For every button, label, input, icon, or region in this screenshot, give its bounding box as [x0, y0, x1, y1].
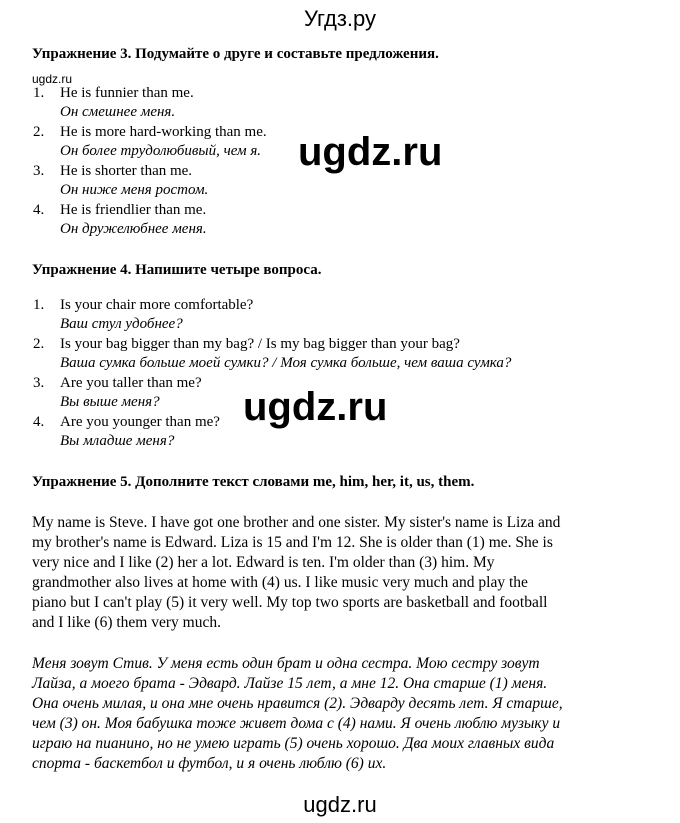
watermark-1: ugdz.ru [298, 130, 443, 174]
ex5-translation-line-6: спорта - баскетбол и футбол, и я очень люблю (6) их. [32, 755, 387, 772]
ex5-translation-line-3: Она очень милая, и она мне очень нравится (2). Эдварду десять лет. Я старше, [32, 695, 563, 712]
ex5-text-line-2: my brother's name is Edward. Liza is 15 and I'm 12. She is older than (1) me. She is [32, 534, 553, 551]
ex5-translation-line-4: чем (3) он. Моя бабушка тоже живет дома с (4) нами. Я очень люблю музыку и [32, 715, 561, 732]
ex5-translation-line-1: Меня зовут Стив. У меня есть один брат и одна сестра. Мою сестру зовут [32, 655, 540, 672]
ex4-item-3-number: 3. [33, 375, 45, 391]
ex5-text-line-6: and I like (6) them very much. [32, 614, 221, 631]
exercise-4-title: Упражнение 4. Напишите четыре вопроса. [32, 262, 322, 278]
ex5-text-line-3: very nice and I like (2) her a lot. Edward is ten. I'm older than (3) him. My [32, 554, 495, 571]
ex3-item-4-russian: Он дружелюбнее меня. [60, 221, 207, 237]
ex3-item-3-russian: Он ниже меня ростом. [60, 182, 209, 198]
ex4-item-2-russian: Ваша сумка больше моей сумки? / Моя сумка больше, чем ваша сумка? [60, 355, 512, 371]
ex3-item-4-english: He is friendlier than me. [60, 202, 207, 218]
ex3-item-2-number: 2. [33, 124, 45, 140]
ex4-item-1-number: 1. [33, 297, 45, 313]
exercise-3-title: Упражнение 3. Подумайте о друге и составьте предложения. [32, 46, 439, 62]
ex3-item-2-russian: Он более трудолюбивый, чем я. [60, 143, 262, 159]
watermark-2: ugdz.ru [243, 385, 388, 429]
ex4-item-2-number: 2. [33, 336, 45, 352]
ex5-translation-line-2: Лайза, а моего брата - Эдвард. Лайзе 15 лет, а мне 12. Она старше (1) меня. [32, 675, 548, 692]
ex4-item-3-russian: Вы выше меня? [60, 394, 160, 410]
small-watermark: ugdz.ru [32, 72, 73, 86]
ex3-item-1-russian: Он смешнее меня. [60, 104, 176, 120]
ex3-item-1-english: He is funnier than me. [60, 85, 194, 101]
ex5-text-line-1: My name is Steve. I have got one brother and one sister. My sister's name is Liza and [32, 514, 561, 531]
ex3-item-3-number: 3. [33, 163, 45, 179]
ex3-item-3-english: He is shorter than me. [60, 163, 193, 179]
ex4-item-1-russian: Ваш стул удобнее? [60, 316, 183, 332]
ex4-item-4-russian: Вы младше меня? [60, 433, 175, 449]
ex3-item-2-english: He is more hard-working than me. [60, 124, 267, 140]
ex4-item-3-english: Are you taller than me? [60, 375, 202, 391]
ex5-translation-line-5: играю на пианино, но не умею играть (5) очень хорошо. Два моих главных вида [32, 735, 555, 752]
ex4-item-4-english: Are you younger than me? [60, 414, 220, 430]
ex4-item-1-english: Is your chair more comfortable? [60, 297, 254, 313]
ex5-text-line-4: grandmother also lives at home with (4) us. I like music very much and play the [32, 574, 528, 591]
exercise-5-title: Упражнение 5. Дополните текст словами me, him, her, it, us, them. [32, 474, 475, 490]
ex3-item-1-number: 1. [33, 85, 45, 101]
ex4-item-4-number: 4. [33, 414, 45, 430]
footer-watermark: ugdz.ru [303, 792, 377, 817]
ex3-item-4-number: 4. [33, 202, 45, 218]
ex4-item-2-english: Is your bag bigger than my bag? / Is my bag bigger than your bag? [60, 336, 460, 352]
ex5-text-line-5: piano but I can't play (5) it very well. My top two sports are basketball and football [32, 594, 548, 611]
site-title: Угдз.ру [303, 6, 377, 31]
